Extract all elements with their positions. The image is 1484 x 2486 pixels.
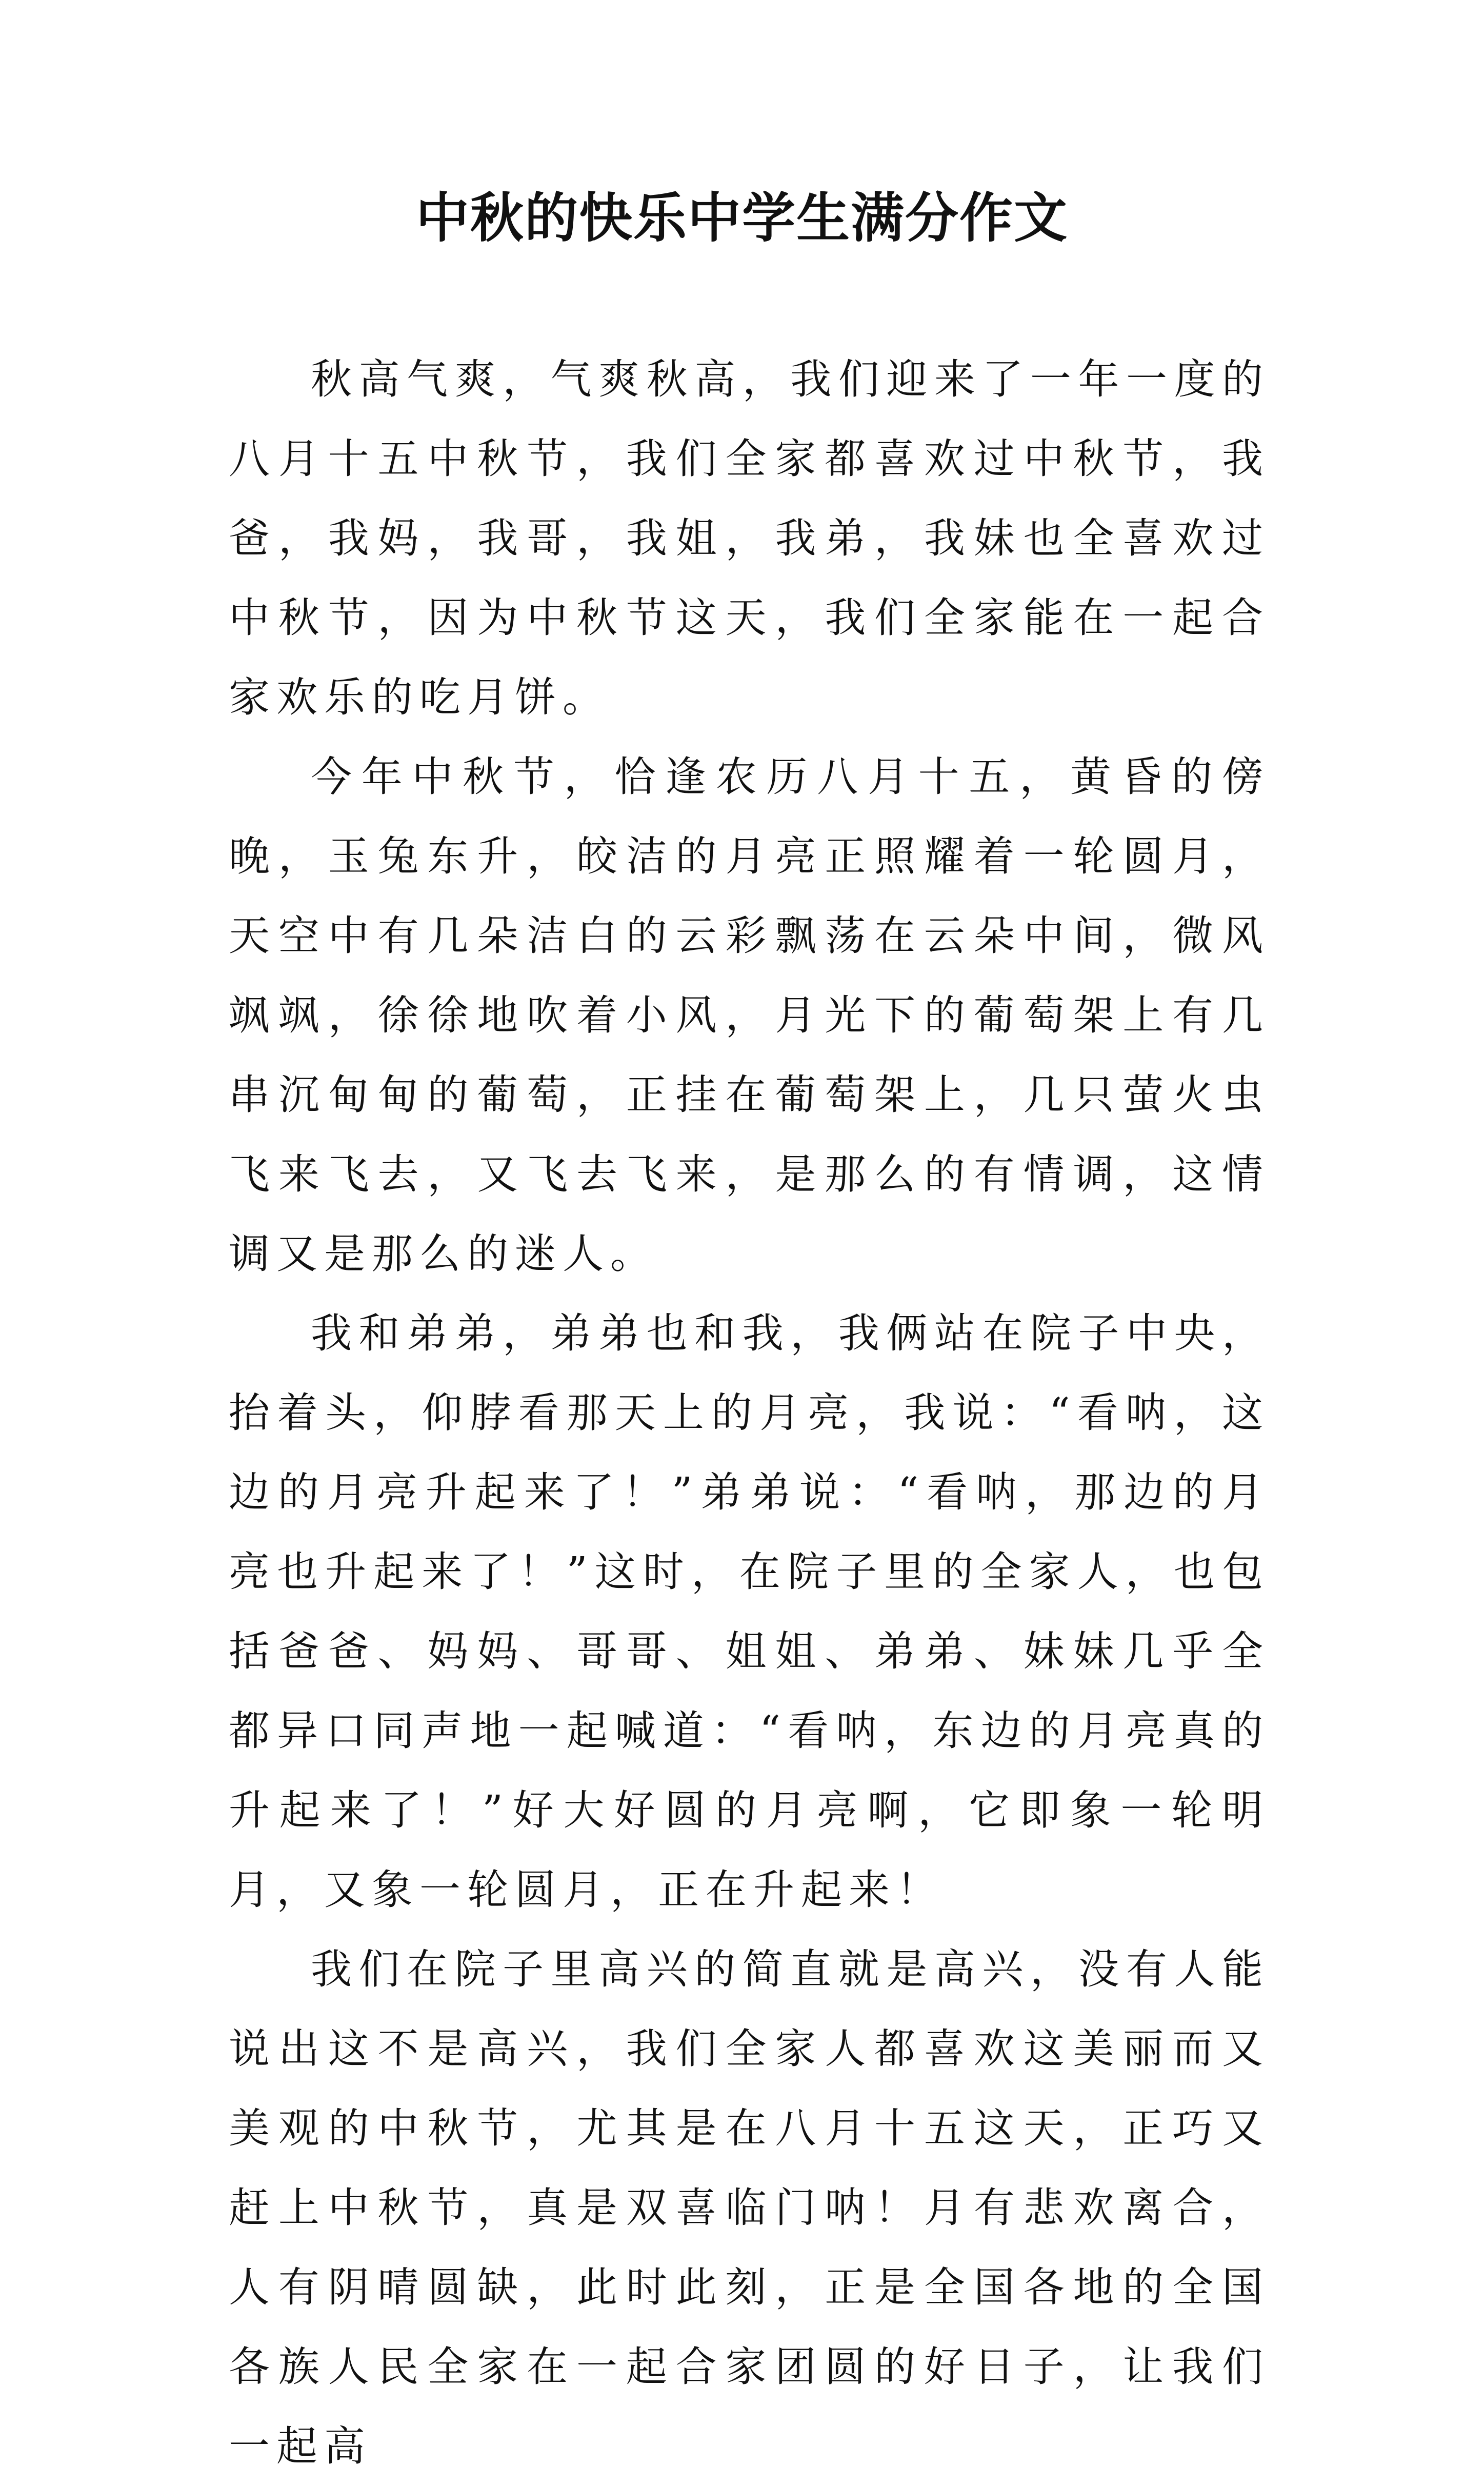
- paragraph-4: 我们在院子里高兴的简直就是高兴，没有人能说出这不是高兴，我们全家人都喜欢这美丽而又美观的中秋节，尤其是在八月十五这天，正巧又赶上中秋节，真是双喜临门呐！月有悲欢离合，人有阴晴圆缺，此时此刻，正是全国各地的全国各族人民全家在一起合家团圆的好日子，让我们一起高: [229, 1945, 1270, 2470]
- paragraph-3: 我和弟弟，弟弟也和我，我俩站在院子中央，抬着头，仰脖看那天上的月亮，我说：“看呐，这边的月亮升起来了！”弟弟说：“看呐，那边的月亮也升起来了！”这时，在院子里的全家人，也包括爸爸、妈妈、哥哥、姐姐、弟弟、妹妹几乎全都异口同声地一起喊道：“看呐，东边的月亮真的升起来了！”好大好圆的月亮啊，它即象一轮明月，又象一轮圆月，正在升起来！: [229, 1309, 1270, 1914]
- paragraph-2: 今年中秋节，恰逢农历八月十五，黄昏的傍晚，玉兔东升，皎洁的月亮正照耀着一轮圆月，天空中有几朵洁白的云彩飘荡在云朵中间，微风飒飒，徐徐地吹着小风，月光下的葡萄架上有几串沉甸甸的葡萄，正挂在葡萄架上，几只萤火虫飞来飞去，又飞去飞来，是那么的有情调，这情调又是那么的迷人。: [229, 753, 1270, 1278]
- document-body: [229, 340, 1270, 2486]
- paragraph-1: 秋高气爽，气爽秋高，我们迎来了一年一度的八月十五中秋节，我们全家都喜欢过中秋节，我爸，我妈，我哥，我姐，我弟，我妹也全喜欢过中秋节，因为中秋节这天，我们全家能在一起合家欢乐的吃月饼。: [229, 355, 1270, 721]
- document-title: 中秋的快乐中学生满分作文: [415, 186, 1068, 249]
